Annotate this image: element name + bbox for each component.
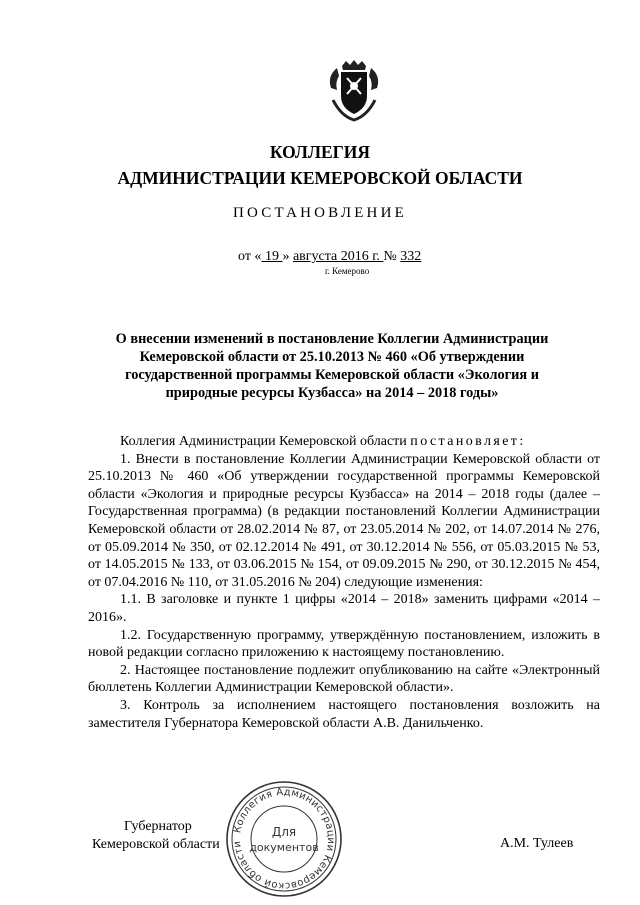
signatory-role-line1: Губернатор <box>124 819 192 834</box>
paragraph-1-1: 1.1. В заголовке и пункте 1 цифры «2014 – 2018» заменить цифрами «2014 – 2016». <box>88 592 600 625</box>
document-number: 332 <box>400 249 422 264</box>
number-sign: № <box>383 249 397 264</box>
stamp-center-line1: Для <box>271 825 297 839</box>
document-subject: О внесении изменений в постановление Коллегии Администрации Кемеровской области от 25.10.2013 № 460 «Об утверждении государственной программы Кемеровской области «Экология и природные ресурсы Кузбасса» на 2014 – 2018 годы» <box>115 331 549 401</box>
paragraph-3: 3. Контроль за исполнением настоящего постановления возложить на заместителя Губернатора Кемеровской области А.В. Данильченко. <box>88 697 600 731</box>
date-mid: » <box>282 249 293 264</box>
signatory-role-line2: Кемеровской области <box>92 837 220 852</box>
coat-of-arms-icon <box>325 58 383 122</box>
date-day: 19 <box>261 249 283 264</box>
intro-decree-word: постановляет: <box>410 434 526 449</box>
signatory-name: А.М. Тулеев <box>500 836 574 851</box>
date-prefix: от « <box>238 249 262 264</box>
paragraph-1-2: 1.2. Государственную программу, утверждённую постановлением, изложить в новой редакции согласно приложению к настоящему постановлению. <box>88 627 600 661</box>
stamp-center-line2: документов <box>249 841 319 854</box>
intro-paragraph <box>88 433 600 451</box>
document-type: ПОСТАНОВЛЕНИЕ <box>233 205 407 221</box>
stamp-ring-text: Коллегия Администрации Кемеровской области <box>231 786 337 892</box>
signatory-role <box>92 818 232 854</box>
official-stamp <box>224 779 344 899</box>
org-title-line1: КОЛЛЕГИЯ <box>269 142 371 162</box>
paragraph-2: 2. Настоящее постановление подлежит опубликованию на сайте «Электронный бюллетень Коллегии Администрации Кемеровской области». <box>88 662 600 696</box>
date-month-year: августа 2016 г. <box>292 249 384 264</box>
document-date-number <box>238 249 421 265</box>
paragraph-1: 1. Внести в постановление Коллегии Администрации Кемеровской области от 25.10.2013 № 460 «Об утверждении государственной программы Кемеровской области «Экология и природные ресурсы Кузбасса» на 2014 – 2018 годы (далее – Государственная программа) (в редакции постановлений Коллегии Администрации Кемеровской области от 28.02.2014 № 87, от 23.05.2014 № 202, от 14.07.2014 № 276, от 05.09.2014 № 350, от 02.12.2014 № 491, от 30.12.2014 № 556, от 05.03.2015 № 53, от 14.05.2015 № 133, от 03.06.2015 № 154, от 09.09.2015 № 290, от 30.12.2015 № 454, от 07.04.2016 № 110, от 31.05.2016 № 204) следующие изменения: <box>88 451 600 590</box>
city-label: г. Кемерово <box>325 266 370 276</box>
document-body <box>88 433 600 732</box>
intro-text: Коллегия Администрации Кемеровской области <box>120 434 411 449</box>
org-title-line2: АДМИНИСТРАЦИИ КЕМЕРОВСКОЙ ОБЛАСТИ <box>117 168 523 188</box>
